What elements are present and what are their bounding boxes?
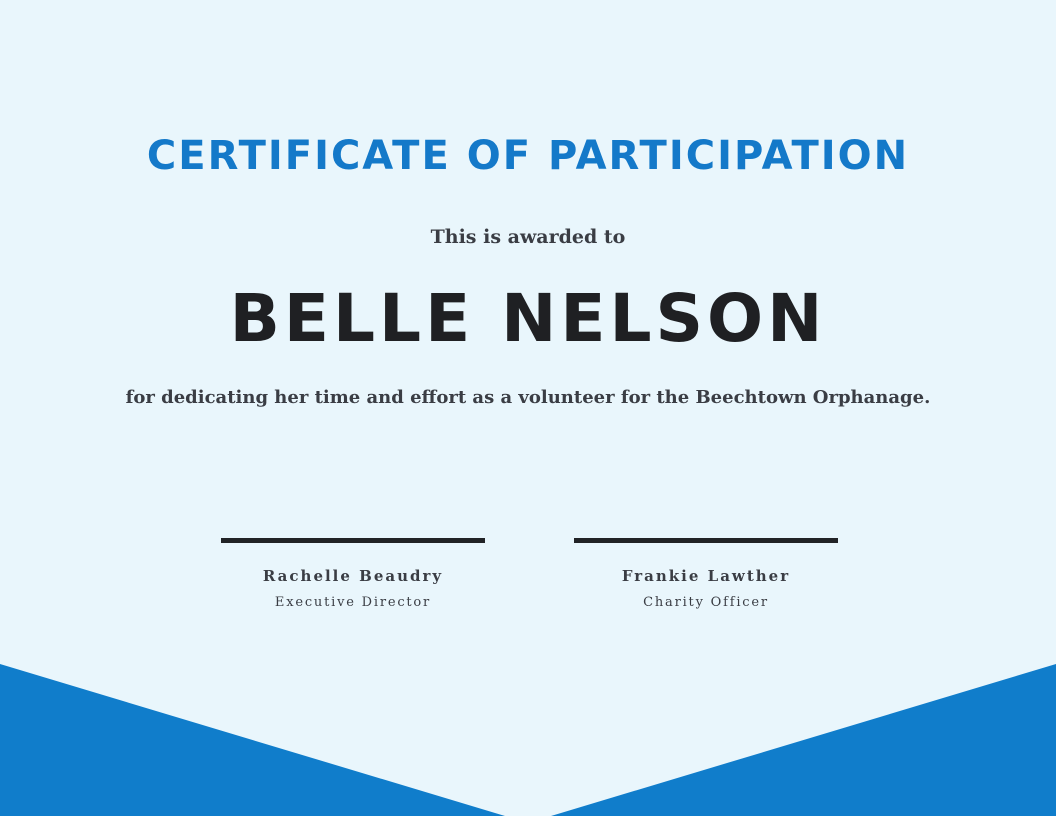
signer-name-right: Frankie Lawther (621, 567, 791, 585)
signature-line-right (574, 538, 838, 543)
signature-block-right (574, 538, 838, 612)
award-reason: for dedicating her time and effort as a volunteer for the Beechtown Orphanage. (125, 387, 931, 408)
awarded-text: This is awarded to (430, 226, 626, 248)
decorative-bottom-band (0, 660, 1056, 816)
decorative-blue-chevron (0, 664, 1056, 816)
recipient-name: BELLE NELSON (229, 280, 827, 357)
certificate-title: CERTIFICATE OF PARTICIPATION (146, 133, 910, 179)
signature-block-left (221, 538, 485, 612)
signer-name-left: Rachelle Beaudry (262, 567, 444, 585)
signer-title-right: Charity Officer (643, 595, 769, 610)
signer-title-left: Executive Director (274, 595, 432, 610)
signature-line-left (221, 538, 485, 543)
